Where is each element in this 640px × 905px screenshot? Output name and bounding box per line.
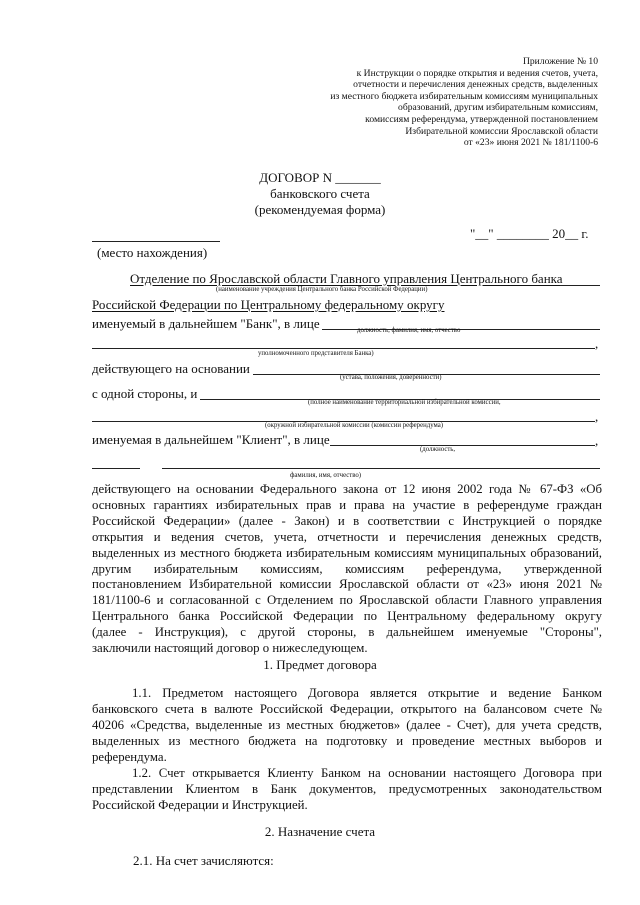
comma: , bbox=[595, 336, 599, 351]
document-form-note: (рекомендуемая форма) bbox=[254, 202, 386, 217]
caption-fio: фамилия, имя, отчество) bbox=[290, 472, 362, 479]
caption-district: (окружной избирательной комиссии (комиссии референдума) bbox=[265, 422, 444, 429]
preamble-paragraph bbox=[92, 482, 602, 657]
appendix-line: из местного бюджета избирательным комиссиям муниципальных bbox=[330, 90, 598, 102]
appendix-line: образований, другим избирательным комиссиям, bbox=[398, 102, 598, 114]
comma: , bbox=[595, 433, 599, 448]
preamble-line: другим избирательным комиссиям, комиссиям референдума, утвержденной bbox=[92, 561, 602, 576]
appendix-line: Избирательной комиссии Ярославской области bbox=[405, 125, 598, 137]
date-field: "__" ________ 20__ г. bbox=[470, 226, 589, 241]
client-name-line-a bbox=[92, 468, 140, 469]
section1-p1-line: банковского счета в валюте Российской Федерации, открытого на балансовом счете № bbox=[92, 701, 602, 716]
preamble-line: постановлением Избирательной комиссии Ярославской области от «23» июня 2021 № bbox=[92, 577, 602, 592]
bank-named-text: именуемый в дальнейшем "Банк", в лице bbox=[92, 316, 320, 331]
preamble-line: Центрального банка Российской Федерации по Центральному федеральному округу bbox=[92, 609, 602, 624]
caption-post: (должность, bbox=[420, 446, 456, 453]
section1-paragraph-2 bbox=[92, 766, 602, 814]
appendix-line: комиссиям референдума, утвержденной постановлением bbox=[365, 113, 598, 125]
section1-p1-line: референдума. bbox=[92, 749, 167, 764]
bank-name-fill-line bbox=[560, 285, 600, 286]
caption-position: должность, фамилия, имя, отчество bbox=[357, 327, 461, 334]
section1-p2-line: 1.2. Счет открывается Клиенту Банком на основании настоящего Договора при bbox=[132, 766, 602, 780]
client-named-text: именуемая в дальнейшем "Клиент", в лице bbox=[92, 432, 330, 447]
place-caption: (место нахождения) bbox=[97, 245, 208, 260]
caption-commission: (полное наименование территориальной избирательной комиссии, bbox=[308, 399, 501, 406]
section2-p1: 2.1. На счет зачисляются: bbox=[133, 853, 274, 868]
appendix-line: отчетности и перечисления денежных средств, выделенных bbox=[353, 79, 598, 91]
preamble-line: Российской Федерации» (далее - Закон) и в соответствии с Инструкцией о порядке bbox=[92, 513, 602, 528]
preamble-line: действующего на основании Федерального закона от 12 июня 2002 года № 67-ФЗ «Об bbox=[92, 482, 602, 496]
section1-paragraph-1 bbox=[92, 686, 602, 766]
appendix-line: от «23» июня 2021 № 181/1100-6 bbox=[463, 137, 598, 149]
document-title: ДОГОВОР N _______ bbox=[259, 170, 381, 185]
section1-p1-line: 40206 «Средства, выделенные из местных бюджетов» (далее - Счет), для учета средств, bbox=[92, 717, 602, 732]
bank-name-line2: Российской Федерации по Центральному федеральному округу bbox=[92, 297, 445, 312]
preamble-line: заключили настоящий договор о нижеследующем. bbox=[92, 641, 368, 656]
acting-basis-text: действующего на основании bbox=[92, 361, 250, 376]
appendix-line: Приложение № 10 bbox=[522, 56, 598, 67]
document-subtitle: банковского счета bbox=[270, 186, 370, 201]
preamble-line: выделенных из местного бюджета избирательным комиссиям муниципальных образований, bbox=[92, 545, 602, 560]
preamble-line: 181/1100-6 и согласованной с Отделением по Ярославской области Главного управления bbox=[92, 593, 602, 608]
section1-p2-line: Российской Федерации и Инструкцией. bbox=[92, 797, 308, 812]
appendix-header bbox=[330, 56, 598, 149]
section1-title: 1. Предмет договора bbox=[263, 657, 377, 672]
section1-p2-line: представлении Клиентом в Банк документов, предусмотренных законодательством bbox=[92, 781, 602, 796]
preamble-line: открытия и ведения счетов, учета, отчетности и перечисления денежных средств, bbox=[92, 529, 602, 544]
appendix-line: к Инструкции о порядке открытия и ведения счетов, учета, bbox=[356, 67, 598, 79]
one-side-text: с одной стороны, и bbox=[92, 386, 198, 401]
place-blank-line bbox=[92, 241, 220, 242]
representative-name-line bbox=[92, 348, 595, 349]
section1-p1-line: 1.1. Предметом настоящего Договора является открытие и ведение Банком bbox=[132, 686, 602, 700]
section1-p1-line: выделенных из местного бюджета на подготовку и проведение местных выборов и bbox=[92, 733, 602, 748]
caption-authorized: уполномоченного представителя Банка) bbox=[258, 350, 374, 357]
comma: , bbox=[595, 409, 599, 424]
section2-title: 2. Назначение счета bbox=[264, 824, 376, 839]
client-name-line-b bbox=[162, 468, 600, 469]
client-representative-line bbox=[330, 445, 595, 446]
preamble-line: (далее - Инструкция), с другой стороны, в дальнейшем именуемые "Стороны", bbox=[92, 625, 602, 640]
bank-name-caption: (наименование учреждения Центрального банка Российской Федерации) bbox=[216, 286, 428, 293]
preamble-line: основных гарантиях избирательных прав и права на участие в референдуме граждан bbox=[92, 497, 602, 512]
bank-name-line1: Отделение по Ярославской области Главного управления Центрального банка bbox=[130, 271, 563, 286]
caption-charter: (устава, положения, доверенности) bbox=[340, 374, 442, 381]
